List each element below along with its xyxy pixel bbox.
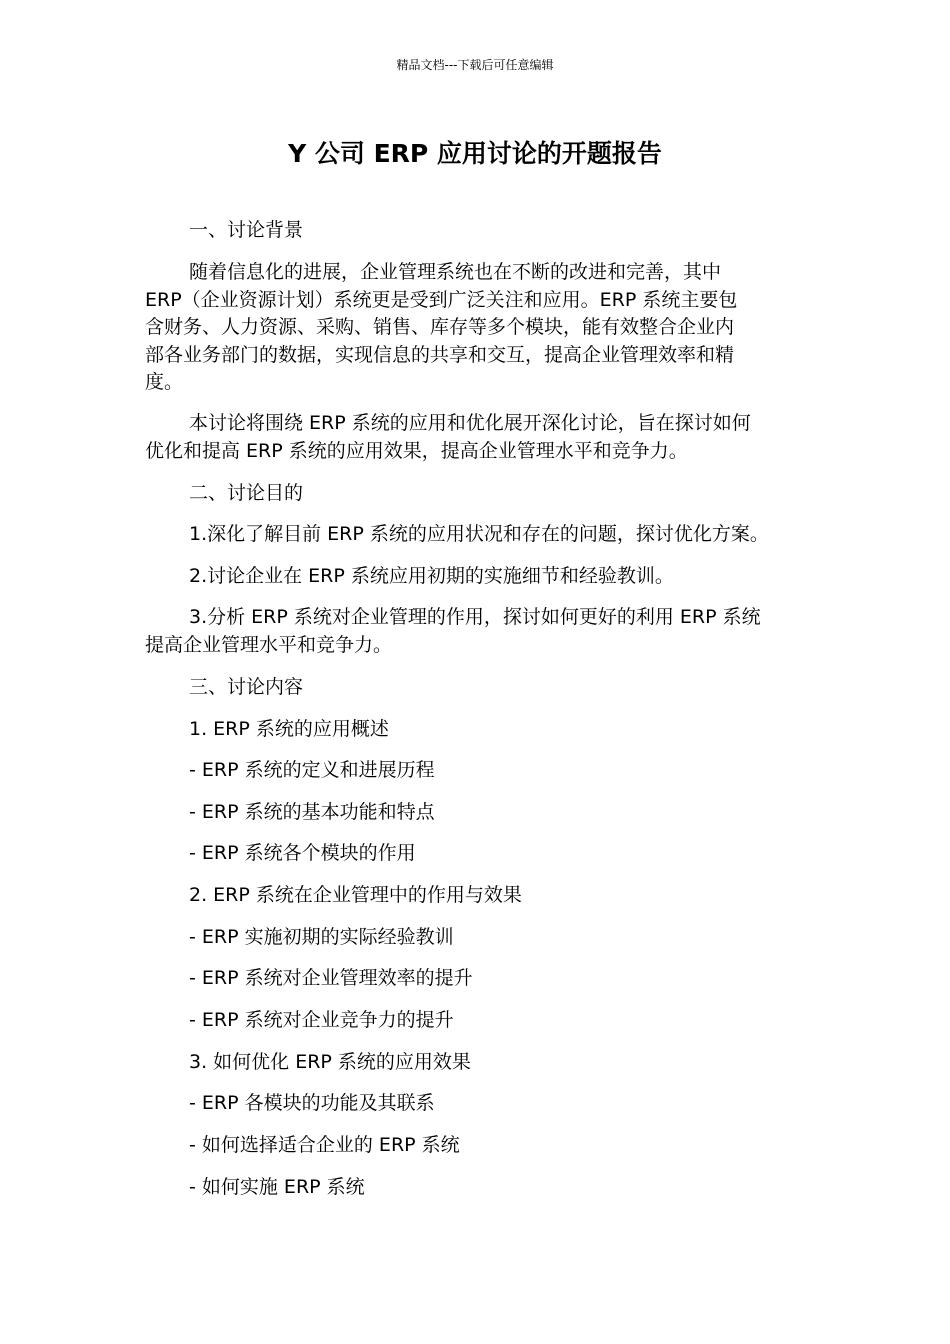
paragraph-line: 部各业务部门的数据，实现信息的共享和交互，提高企业管理效率和精	[145, 343, 735, 366]
outline-item: - 如何选择适合企业的 ERP 系统	[189, 1134, 460, 1156]
paragraph-line: 含财务、人力资源、采购、销售、库存等多个模块，能有效整合企业内	[145, 316, 735, 338]
outline-item: 1. ERP 系统的应用概述	[189, 718, 389, 740]
paragraph-line: 优化和提高 ERP 系统的应用效果，提高企业管理水平和竞争力。	[145, 440, 688, 462]
outline-item: - ERP 系统的基本功能和特点	[189, 801, 435, 823]
outline-item: 2. ERP 系统在企业管理中的作用与效果	[189, 884, 522, 906]
outline-item: 3. 如何优化 ERP 系统的应用效果	[189, 1051, 471, 1073]
outline-item: - 如何实施 ERP 系统	[189, 1176, 365, 1198]
paragraph-line: 随着信息化的进展，企业管理系统也在不断的改进和完善，其中	[189, 261, 722, 283]
paragraph-line: ERP（企业资源计划）系统更是受到广泛关注和应用。ERP 系统主要包	[145, 288, 738, 311]
purpose-item-1: 1.深化了解目前 ERP 系统的应用状况和存在的问题，探讨优化方案。	[189, 523, 769, 545]
section-heading-purpose: 二、讨论目的	[189, 482, 304, 504]
outline-item: - ERP 系统对企业竞争力的提升	[189, 1009, 454, 1031]
outline-item: - ERP 各模块的功能及其联系	[189, 1092, 435, 1114]
paragraph-line: 度。	[145, 371, 184, 393]
paragraph-line: 提高企业管理水平和竞争力。	[145, 634, 393, 656]
purpose-item-2: 2.讨论企业在 ERP 系统应用初期的实施细节和经验教训。	[189, 565, 674, 587]
section-heading-content: 三、讨论内容	[189, 676, 304, 698]
outline-item: - ERP 实施初期的实际经验教训	[189, 926, 454, 948]
page-header: 精品文档---下载后可任意编辑	[396, 58, 554, 72]
paragraph-line: 本讨论将围绕 ERP 系统的应用和优化展开深化讨论，旨在探讨如何	[189, 412, 751, 434]
outline-item: - ERP 系统的定义和进展历程	[189, 759, 435, 781]
document-title: Y 公司 ERP 应用讨论的开题报告	[288, 139, 662, 168]
section-heading-background: 一、讨论背景	[189, 219, 304, 241]
outline-item: - ERP 系统各个模块的作用	[189, 842, 416, 864]
outline-item: - ERP 系统对企业管理效率的提升	[189, 967, 473, 989]
paragraph-line: 3.分析 ERP 系统对企业管理的作用，探讨如何更好的利用 ERP 系统	[189, 606, 761, 628]
